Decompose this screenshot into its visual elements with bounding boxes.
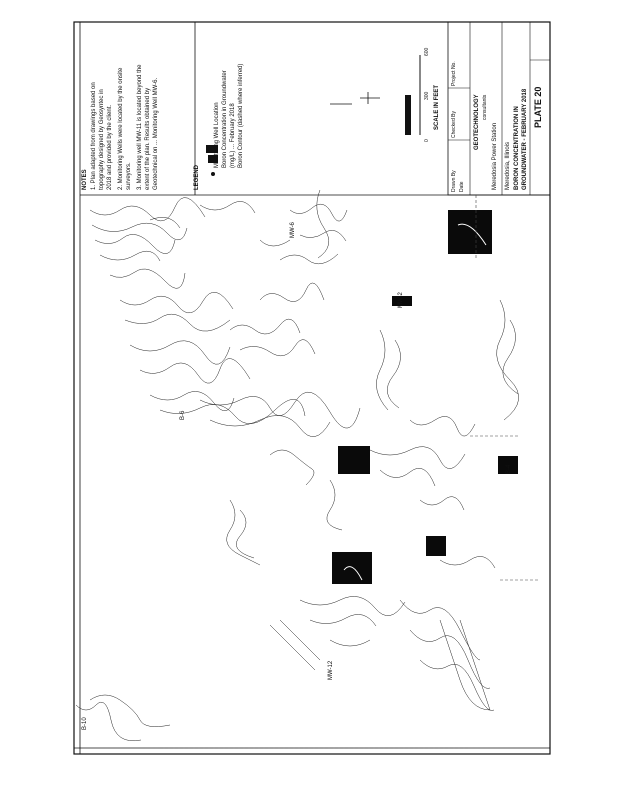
- scale-tick: 300: [424, 91, 430, 100]
- well-label: B-4: [506, 464, 512, 474]
- notes-line: 1. Plan adapted from drawings based on: [91, 82, 97, 190]
- company-name: GEOTECHNOLOGY: [474, 94, 480, 150]
- project-no-label: Project No.: [451, 61, 457, 86]
- topographic-contours: [76, 190, 519, 741]
- feature-block: [332, 552, 372, 584]
- drawing-title-line2: GROUNDWATER - FEBRUARY 2018: [522, 88, 528, 190]
- feature-block: [338, 446, 370, 474]
- well-label: B-6: [180, 410, 186, 420]
- notes-line: 3. Monitoring well MW-11 is located beyond the: [137, 64, 143, 190]
- well-label: B-10: [82, 717, 88, 730]
- date-label: Date: [459, 181, 465, 192]
- well-label: MW-6: [290, 222, 296, 238]
- well-label: MW-12: [328, 660, 334, 680]
- project-name: Meredosia Power Station: [492, 122, 498, 190]
- notes-line: Geotechnical on ... Monitoring Well MW-6.: [153, 77, 159, 190]
- legend-heading: LEGEND: [194, 164, 200, 190]
- legend-item: Boron Concentration in Groundwater: [222, 70, 228, 168]
- notes-heading: NOTES: [82, 169, 88, 190]
- feature-block: [426, 536, 446, 556]
- well-label: MW-2: [398, 292, 404, 308]
- drawing-title-line1: BORON CONCENTRATION IN: [514, 106, 520, 190]
- scale-heading: SCALE IN FEET: [434, 84, 440, 130]
- notes-line: extent of the plan. Results obtained by: [145, 87, 151, 190]
- feature-block: [448, 210, 492, 254]
- legend-item: Boron Contour (dashed where inferred): [238, 63, 244, 168]
- project-location: Meredosia, Illinois: [505, 141, 511, 190]
- legend-item: Monitoring Well Location: [214, 102, 220, 168]
- notes-line: 2. Monitoring Wells were located by the onsite: [118, 67, 124, 190]
- scale-bar: [330, 55, 420, 135]
- notes-line: topography designed by Geosyntec in: [99, 89, 105, 190]
- plate-number: PLATE 20: [533, 86, 543, 128]
- drawn-by-label: Drawn By: [451, 170, 457, 192]
- checked-by-label: Checked By: [451, 111, 457, 138]
- scale-tick: 600: [424, 47, 430, 56]
- legend-item: (mg/L) ... February 2018: [230, 103, 236, 168]
- company-subtitle: consultants: [482, 94, 488, 120]
- scale-tick: 0: [424, 139, 430, 142]
- notes-line: surveyors.: [126, 162, 132, 190]
- notes-line: 2018 and provided by the client.: [107, 104, 113, 190]
